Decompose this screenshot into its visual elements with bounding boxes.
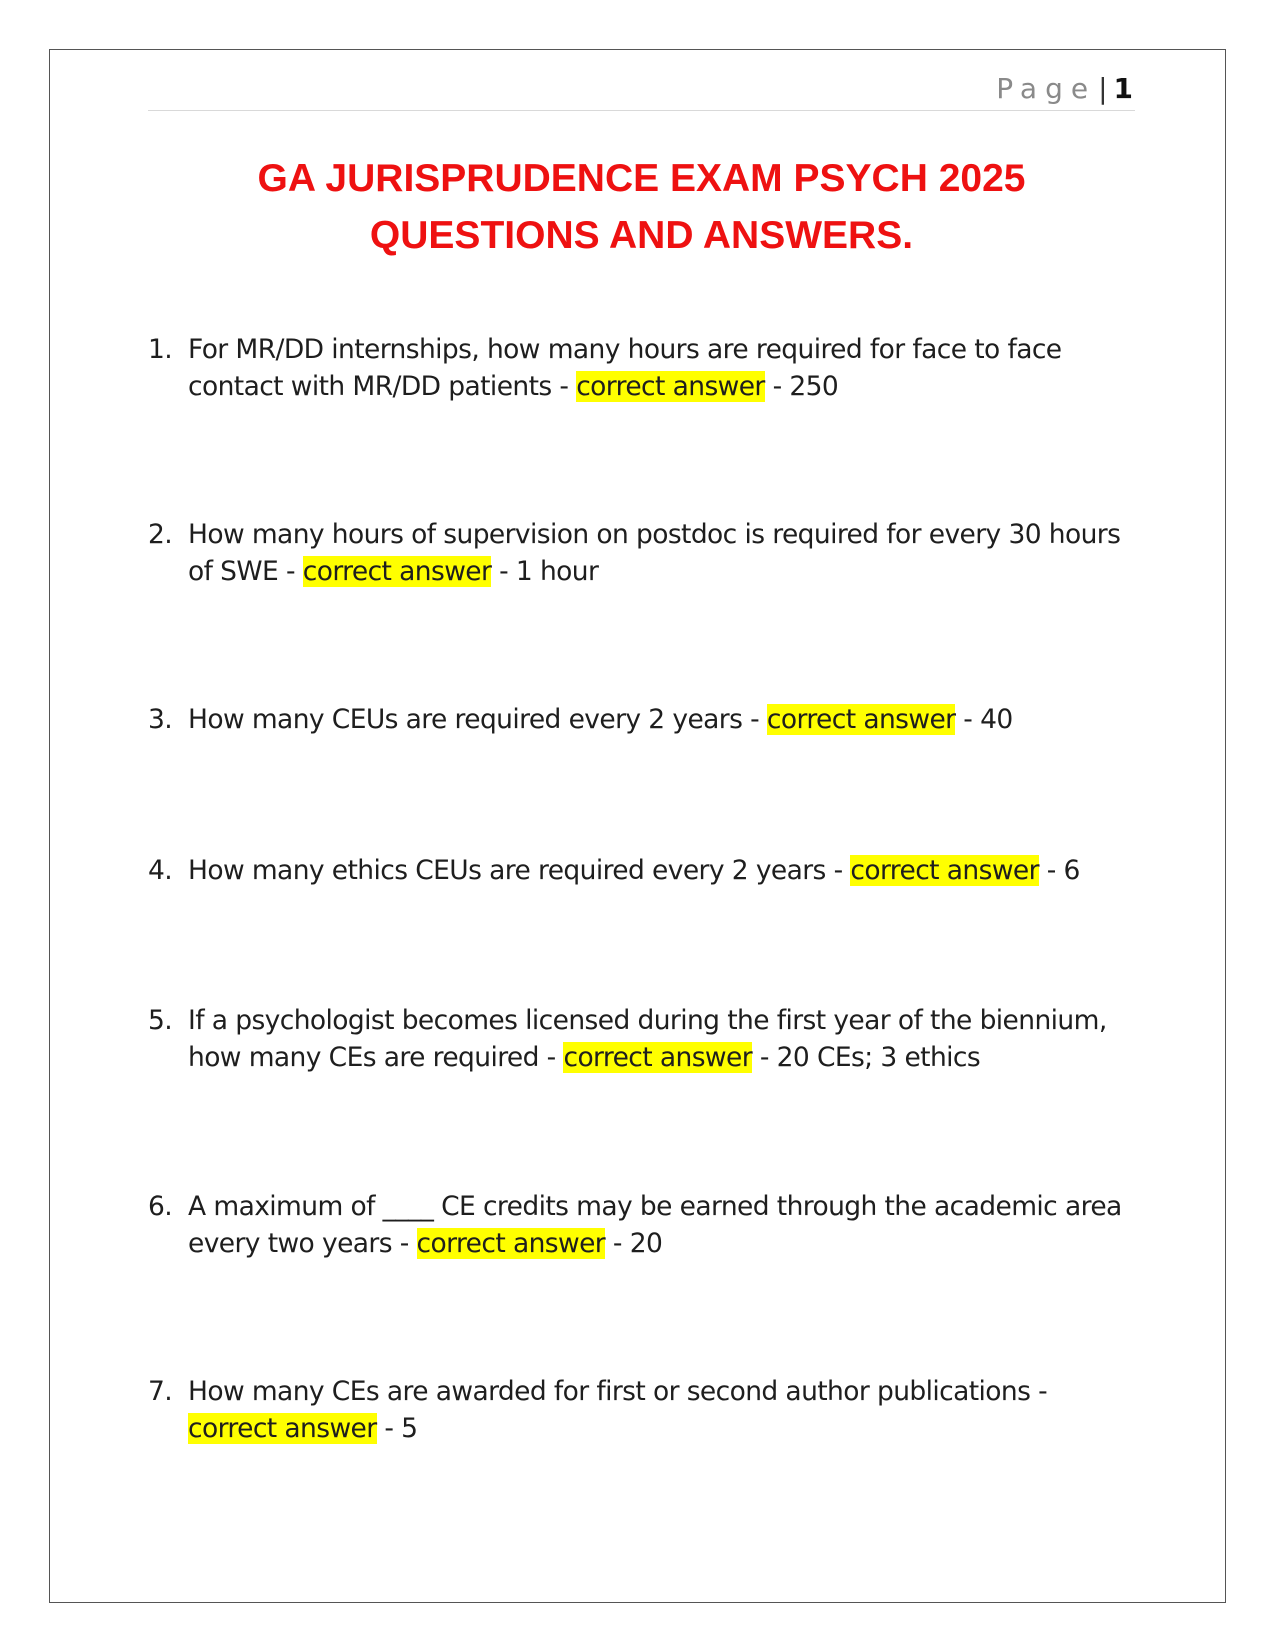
question-item	[148, 853, 1133, 890]
page-number: 1	[1113, 72, 1133, 105]
answer-value: - 20	[612, 1227, 663, 1259]
answer-value: - 20 CEs; 3 ethics	[759, 1041, 981, 1073]
correct-answer-label: correct answer	[188, 1412, 377, 1444]
question-text: A maximum of ____ CE credits may be earned through the academic area every two years -	[188, 1191, 1122, 1259]
page-label: Page	[996, 72, 1097, 105]
page-separator: |	[1098, 72, 1108, 105]
question-item	[148, 1189, 1133, 1262]
answer-value: - 6	[1046, 855, 1080, 886]
correct-answer-label: correct answer	[416, 1227, 606, 1259]
question-item	[148, 1374, 1133, 1447]
question-text: How many CEs are awarded for first or second author publications -	[188, 1376, 1048, 1407]
question-number: 6.	[148, 1191, 173, 1222]
answer-value: - 40	[963, 704, 1013, 735]
question-text: How many hours of supervision on postdoc is required for every 30 hours of SWE -	[188, 519, 1121, 587]
header-divider	[148, 110, 1135, 111]
page-number-header	[996, 72, 1133, 105]
question-number: 4.	[148, 855, 173, 886]
question-item	[148, 702, 1133, 739]
question-number: 3.	[148, 704, 173, 735]
answer-value: - 250	[772, 370, 839, 402]
title-line-1: GA JURISPRUDENCE EXAM PSYCH 2025	[257, 157, 1026, 200]
page-border	[49, 49, 1226, 1603]
question-number: 5.	[148, 1005, 173, 1036]
question-text: How many CEUs are required every 2 years -	[188, 704, 760, 735]
question-item	[148, 332, 1133, 405]
question-text: For MR/DD internships, how many hours are required for face to face contact with MR/DD patients -	[188, 334, 1062, 402]
correct-answer-label: correct answer	[563, 1041, 752, 1073]
question-text: How many ethics CEUs are required every 2 years -	[188, 855, 843, 886]
question-number: 7.	[148, 1376, 173, 1407]
answer-value: - 5	[384, 1412, 418, 1444]
document-title	[148, 150, 1135, 264]
answer-value: - 1 hour	[499, 555, 599, 587]
correct-answer-label: correct answer	[766, 704, 956, 735]
question-item	[148, 1003, 1133, 1076]
question-number: 2.	[148, 519, 173, 550]
correct-answer-label: correct answer	[576, 370, 765, 402]
correct-answer-label: correct answer	[850, 855, 1039, 886]
question-text: If a psychologist becomes licensed during the first year of the biennium, how many CEs are required -	[188, 1005, 1107, 1073]
question-item	[148, 517, 1133, 590]
title-line-2: QUESTIONS AND ANSWERS.	[369, 214, 914, 257]
correct-answer-label: correct answer	[302, 555, 492, 587]
question-number: 1.	[148, 334, 173, 365]
